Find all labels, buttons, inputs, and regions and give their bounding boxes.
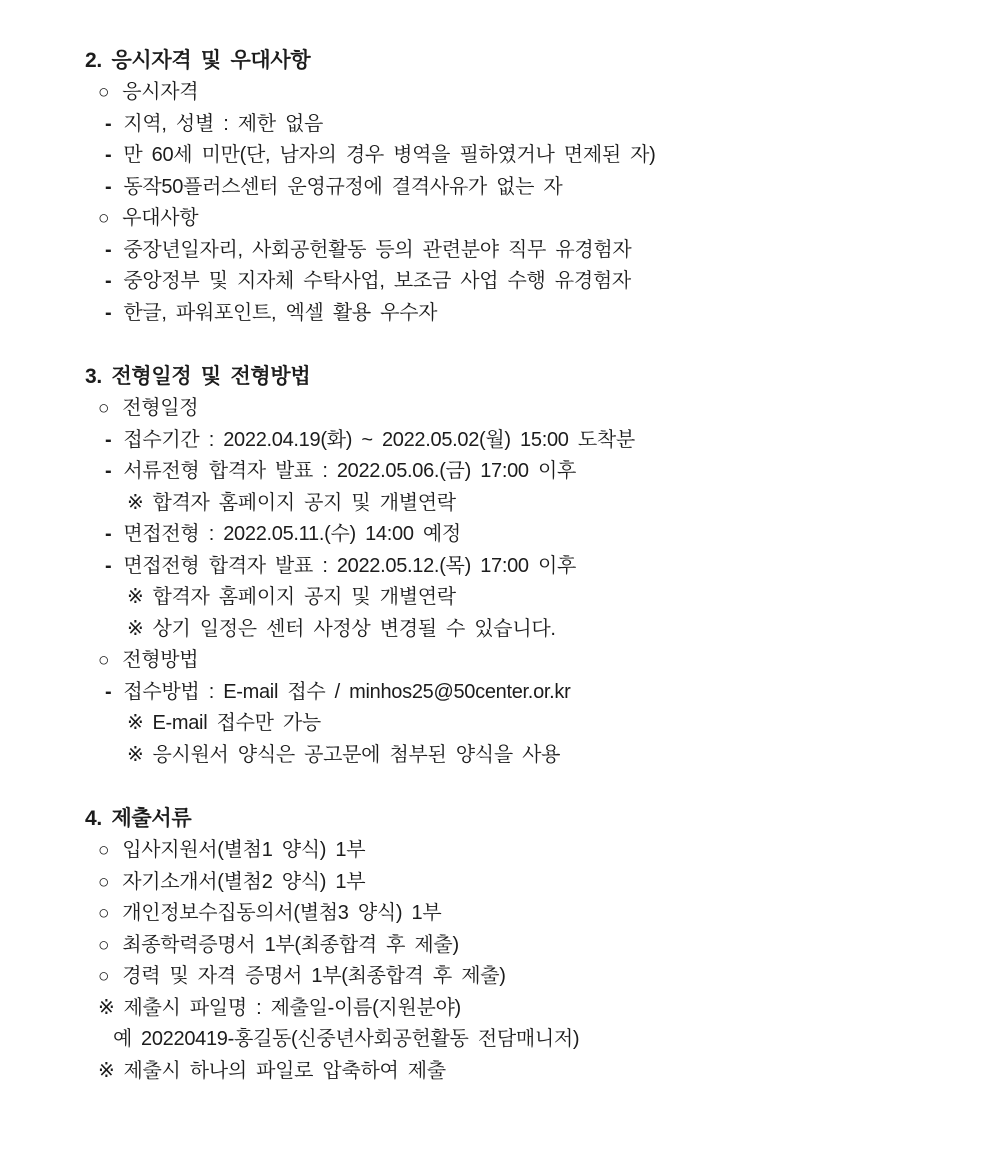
line-text: 제출시 하나의 파일로 압축하여 제출	[123, 1059, 446, 1082]
doc-line	[0, 425, 991, 457]
line-text: 개인정보수집동의서(별첨3 양식) 1부	[122, 902, 442, 924]
dash-bullet: -	[105, 523, 112, 545]
line-text: 지역, 성별 : 제한 없음	[123, 112, 324, 135]
line-text: 제출시 파일명 : 제출일-이름(지원분야)	[123, 996, 461, 1019]
section-heading: 3. 전형일정 및 전형방법	[85, 365, 311, 388]
line-text: 상기 일정은 센터 사정상 변경될 수 있습니다.	[152, 617, 556, 640]
line-text: 만 60세 미만(단, 남자의 경우 병역을 필하였거나 면제된 자)	[123, 144, 656, 166]
line-text: 우대사항	[122, 207, 199, 229]
reference-mark-icon: ※	[127, 743, 144, 766]
line-text: 면접전형 : 2022.05.11.(수) 14:00 예정	[123, 523, 461, 545]
doc-line	[0, 961, 991, 993]
reference-mark-icon: ※	[127, 586, 144, 608]
circle-bullet: ○	[98, 650, 110, 671]
line-text: 전형일정	[122, 397, 199, 419]
line-text: 응시자격	[122, 81, 199, 103]
line-text: 최종학력증명서 1부(최종합격 후 제출)	[122, 933, 459, 956]
dash-bullet: -	[105, 270, 112, 292]
doc-line	[0, 1024, 991, 1056]
doc-line	[0, 140, 991, 172]
line-text: 중앙정부 및 지자체 수탁사업, 보조금 사업 수행 유경험자	[123, 270, 631, 292]
doc-line	[0, 298, 991, 330]
line-text: E-mail 접수만 가능	[152, 712, 321, 734]
doc-line	[0, 614, 991, 646]
line-text: 동작50플러스센터 운영규정에 결격사유가 없는 자	[123, 175, 563, 198]
line-text: 접수방법 : E-mail 접수 / minhos25@50center.or.kr	[123, 680, 571, 703]
doc-section	[0, 802, 991, 1087]
doc-line	[0, 266, 991, 298]
line-text: 접수기간 : 2022.04.19(화) ~ 2022.05.02(월) 15:00 도착분	[123, 428, 635, 451]
circle-bullet: ○	[98, 871, 110, 893]
dash-bullet: -	[105, 554, 112, 577]
line-text: 합격자 홈페이지 공지 및 개별연락	[152, 586, 456, 608]
doc-line	[0, 77, 991, 109]
circle-bullet: ○	[98, 208, 110, 229]
doc-line	[0, 898, 991, 930]
doc-line	[0, 708, 991, 740]
doc-line	[0, 1056, 991, 1088]
doc-line	[0, 677, 991, 709]
circle-bullet: ○	[98, 840, 110, 861]
doc-line	[0, 456, 991, 488]
doc-line	[0, 203, 991, 235]
doc-line	[0, 582, 991, 614]
dash-bullet: -	[105, 175, 112, 198]
reference-mark-icon: ※	[98, 1059, 115, 1082]
line-text: 전형방법	[122, 649, 199, 671]
doc-line	[0, 740, 991, 772]
line-text: 경력 및 자격 증명서 1부(최종합격 후 제출)	[122, 965, 506, 987]
line-text: 입사지원서(별첨1 양식) 1부	[122, 839, 366, 861]
circle-bullet: ○	[98, 934, 110, 956]
circle-bullet: ○	[98, 903, 110, 924]
doc-line	[0, 867, 991, 899]
line-text: 자기소개서(별첨2 양식) 1부	[122, 870, 366, 893]
doc-line	[0, 645, 991, 677]
line-text: 응시원서 양식은 공고문에 첨부된 양식을 사용	[152, 743, 561, 766]
doc-line	[0, 551, 991, 583]
doc-line	[0, 109, 991, 141]
doc-line	[0, 235, 991, 267]
document-body	[0, 44, 991, 1087]
line-text: 서류전형 합격자 발표 : 2022.05.06.(금) 17:00 이후	[123, 460, 577, 482]
line-text: 중장년일자리, 사회공헌활동 등의 관련분야 직무 유경험자	[123, 238, 632, 261]
line-text: 한글, 파워포인트, 엑셀 활용 우수자	[123, 301, 438, 324]
section-heading: 4. 제출서류	[85, 807, 192, 830]
doc-line	[0, 993, 991, 1025]
dash-bullet: -	[105, 428, 112, 451]
doc-line	[0, 172, 991, 204]
doc-section	[0, 44, 991, 329]
dash-bullet: -	[105, 238, 112, 261]
dash-bullet: -	[105, 460, 112, 482]
circle-bullet: ○	[98, 82, 110, 103]
section-heading: 2. 응시자격 및 우대사항	[85, 49, 311, 72]
dash-bullet: -	[105, 301, 112, 324]
doc-line	[0, 835, 991, 867]
doc-line	[0, 519, 991, 551]
dash-bullet: -	[105, 144, 112, 166]
reference-mark-icon: ※	[127, 712, 144, 734]
dash-bullet: -	[105, 112, 112, 135]
line-text: 면접전형 합격자 발표 : 2022.05.12.(목) 17:00 이후	[123, 554, 577, 577]
line-text: 합격자 홈페이지 공지 및 개별연락	[152, 491, 456, 514]
dash-bullet: -	[105, 680, 112, 703]
doc-line	[0, 488, 991, 520]
reference-mark-icon: ※	[98, 996, 115, 1019]
circle-bullet: ○	[98, 398, 110, 419]
reference-mark-icon: ※	[127, 617, 144, 640]
doc-line	[0, 930, 991, 962]
circle-bullet: ○	[98, 966, 110, 987]
line-text: 20220419-홍길동(신중년사회공헌활동 전담매니저)	[141, 1028, 580, 1050]
doc-line	[0, 393, 991, 425]
example-prefix: 예	[113, 1028, 133, 1050]
reference-mark-icon: ※	[127, 491, 144, 514]
doc-section	[0, 360, 991, 771]
